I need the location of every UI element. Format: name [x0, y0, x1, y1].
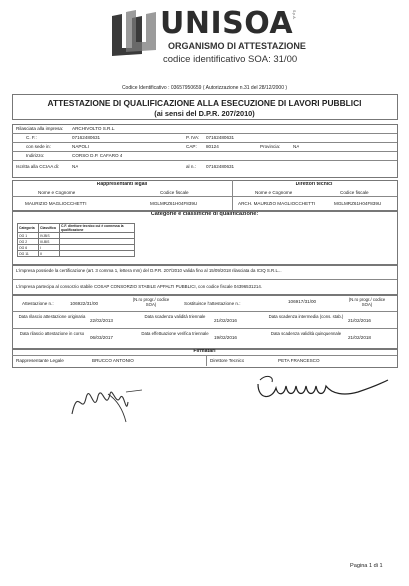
interm-value: 21/02/2016 — [348, 318, 371, 323]
class-cell: I — [39, 245, 60, 251]
consortium-note: L'impresa partecipa al consorzio stabile COSAP CONSORZIO STABILE APPALTI PUBBLICI, con codice fiscale 04396531214. — [16, 284, 263, 289]
subst-value: 106917/31/00 — [288, 299, 317, 304]
sede-value: NAPOLI — [72, 144, 89, 149]
verif-value: 19/02/2016 — [214, 335, 237, 340]
cat-col-header: Categoria — [18, 224, 39, 233]
cap-label: CAP: — [186, 144, 197, 149]
cf-label: C. F.: — [26, 135, 37, 140]
att-value: 106922/31/00 — [70, 301, 99, 306]
legal-sign-name: BRUCCO ANTONIO — [92, 358, 134, 363]
issued-label: Rilasciata alla impresa: — [16, 126, 64, 131]
subst-label: Sostituisce l'attestazione n.: — [184, 301, 241, 306]
prov-value: NA — [293, 144, 300, 149]
cat-cell: OG 6 — [18, 245, 39, 251]
table-row — [18, 251, 135, 257]
piva-value: 07162480631 — [206, 135, 235, 140]
corso-value: 06/03/2017 — [90, 335, 113, 340]
al-value: 07162480631 — [206, 164, 235, 169]
cciaa-label: Iscritta alla CCIAA di: — [16, 164, 60, 169]
sede-label: con sede in: — [26, 144, 51, 149]
cf-value: 07162480631 — [72, 135, 101, 140]
page-subtitle: (ai sensi del D.P.R. 207/2010) — [154, 109, 255, 118]
brand-name: UNISOA — [160, 6, 294, 41]
cert-note: L'impresa possiede la certificazione (art. 3 comma 1, lettera mm) del D.P.R. 207/2010 valida fino al 15/09/2018 rilasciata da ICIQ S.R.L... — [16, 268, 282, 273]
corso-label: Data rilascio attestazione in corso — [19, 331, 85, 336]
tech-sign-name: PETA FRANCESCO — [278, 358, 320, 363]
class-col-header: Classifica — [39, 224, 60, 233]
brand-subtitle: ORGANISMO DI ATTESTAZIONE — [168, 41, 306, 51]
quinq-value: 21/02/2018 — [348, 335, 371, 340]
legal-name-col: Nome e Cognome — [38, 190, 76, 195]
piva-label: P. IVA: — [186, 135, 200, 140]
class-cell: IV-BIS — [39, 233, 60, 239]
categories-table — [17, 223, 135, 257]
prog-label: (N.ro progr./ codice SOA) — [132, 297, 170, 308]
tech-sign-label: Direttore Tecnico — [210, 358, 245, 363]
al-label: al n.: — [186, 164, 196, 169]
att-label: Attestazione n.: — [22, 301, 54, 306]
categories-header: Categorie e classifiche di qualificazione: — [150, 212, 259, 217]
addr-value: CORSO D.P. CAFARO 4 — [72, 153, 123, 158]
cat-cell: OG 2 — [18, 239, 39, 245]
identifier-line: Codice Identificativo : 03657950659 ( Autorizzazione n.31 del 28/12/2000 ) — [121, 85, 288, 91]
orig-value: 22/02/2013 — [90, 318, 113, 323]
orig-label: Data rilascio attestazione originaria — [18, 314, 86, 319]
legal-row-cf: MGLMRZ61H04F839U — [150, 201, 198, 206]
class-cell: III-BIS — [39, 239, 60, 245]
technical-signature-icon — [254, 370, 394, 410]
addr-label: Indirizzo: — [26, 153, 45, 158]
legal-row-name: MAURIZIO MAGLIOCCHETTI — [25, 201, 87, 206]
trien-label: Data scadenza validità triennale — [144, 314, 206, 319]
tech-row-name: ARCH. MAURIZIO MAGLIOCCHETTI — [238, 201, 316, 206]
quinq-label: Data scadenza validità quinquennale — [270, 331, 342, 336]
brand-code: codice identificativo SOA: 31/00 — [163, 54, 298, 65]
unisoa-logo-mark-icon — [108, 8, 162, 58]
trien-value: 21/02/2016 — [214, 318, 237, 323]
logo — [108, 6, 308, 66]
cap-value: 80124 — [206, 144, 219, 149]
class-cell: II — [39, 251, 60, 257]
prov-label: Provincia: — [260, 144, 281, 149]
verif-label: Data effettuazione verifica triennale — [141, 331, 209, 336]
page-number: Pagina 1 di 1 — [350, 563, 383, 569]
cat-cell: OG 11 — [18, 251, 39, 257]
interm-label: Data scadenza intermedia (cons. stab.) — [268, 314, 344, 319]
cciaa-value: NA — [72, 164, 79, 169]
legal-cf-col: Codice fiscale — [160, 190, 189, 195]
cf-col-header: C.F. direttore tecnico cui è connessa la qualificazione — [60, 224, 135, 233]
technical-header: Direttori tecnici — [295, 182, 333, 187]
tech-name-col: Nome e Cognome — [255, 190, 293, 195]
issued-value: ARCHIVOLTO S.R.L. — [72, 126, 116, 131]
legal-sign-label: Rappresentante Legale — [16, 358, 64, 363]
tech-row-cf: MGLMRZ61H04F839U — [334, 201, 382, 206]
prog-label-2: (N.ro progr./ codice SOA) — [348, 297, 386, 308]
legal-header: Rappresentanti legali — [96, 182, 148, 187]
tech-cf-col: Codice fiscale — [340, 190, 369, 195]
page-title: ATTESTAZIONE DI QUALIFICAZIONE ALLA ESECUZIONE DI LAVORI PUBBLICI — [47, 98, 362, 108]
cat-cell: OG 1 — [18, 233, 39, 239]
signatories-header: Firmatari — [193, 349, 216, 354]
legal-signature-icon — [68, 376, 148, 426]
brand-suffix: S.p.A. — [292, 10, 296, 20]
cf-cell — [60, 251, 135, 257]
